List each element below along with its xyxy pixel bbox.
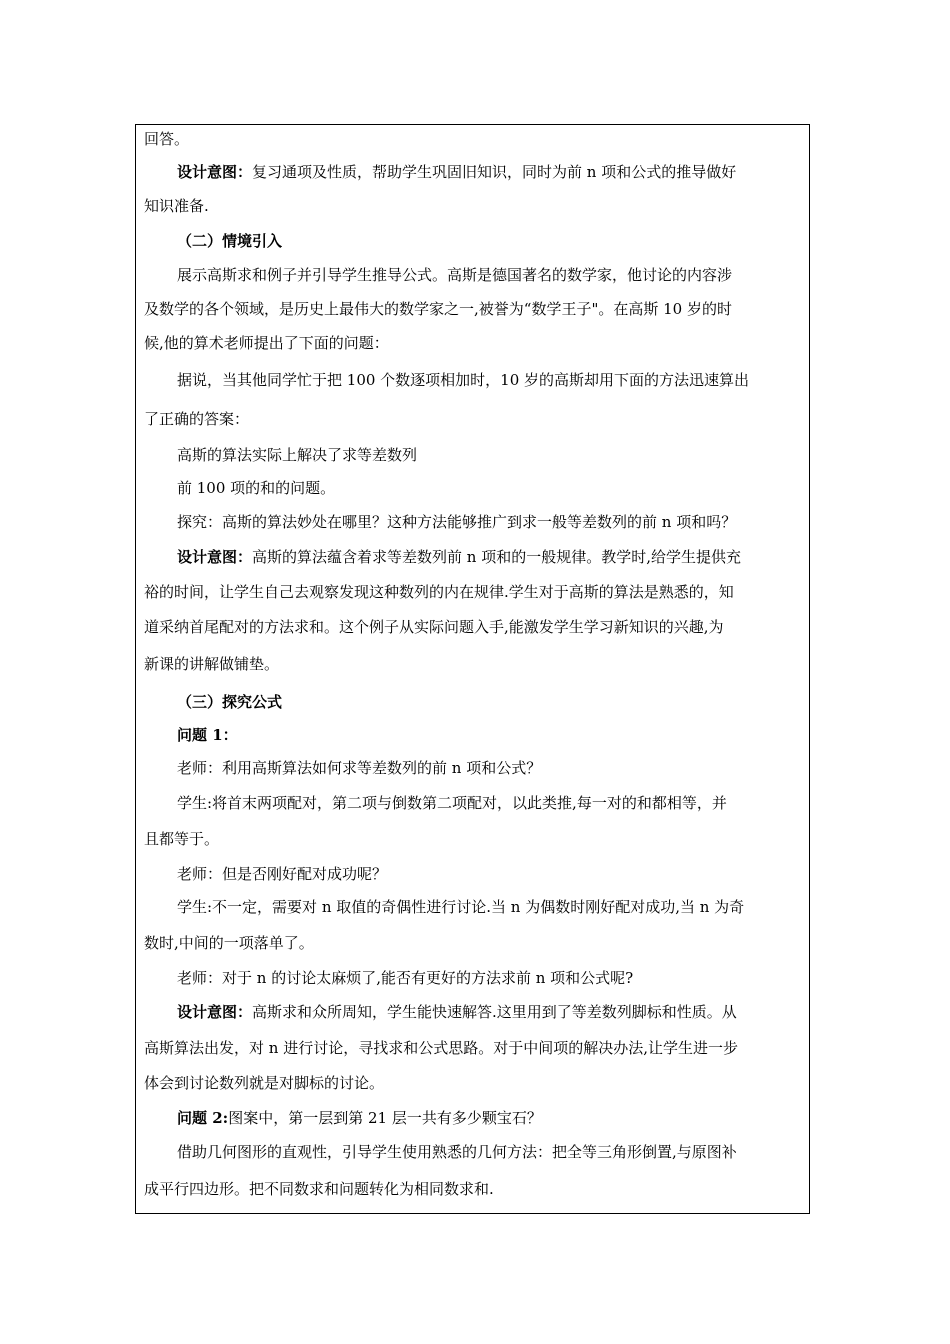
section-heading: （二）情境引入	[177, 232, 283, 250]
section-heading: （三）探究公式	[177, 693, 283, 711]
text-line: 候,他的算术老师提出了下面的问题：	[144, 334, 389, 352]
text-line: 高斯的算法蕴含着求等差数列前 n 项和的一般规律。教学时,给学生提供充	[252, 548, 741, 566]
text-line: 高斯求和众所周知，学生能快速解答.这里用到了等差数列脚标和性质。从	[252, 1003, 737, 1021]
text-line: 前 100 项的和的问题。	[177, 479, 336, 497]
text-line: 且都等于。	[144, 830, 220, 848]
text-line: 及数学的各个领域，是历史上最伟大的数学家之一,被誉为“数学王子"。在高斯 10 岁的时	[144, 300, 732, 318]
text-line: 数时,中间的一项落单了。	[144, 934, 314, 952]
design-intent-label: 设计意图：	[177, 163, 253, 181]
text-line: 裕的时间，让学生自己去观察发现这种数列的内在规律.学生对于高斯的算法是熟悉的，知	[144, 583, 734, 601]
text-line: 学生:将首末两项配对，第二项与倒数第二项配对，以此类推,每一对的和都相等，并	[177, 794, 727, 812]
text-line: 知识准备.	[144, 197, 209, 215]
text-line: 高斯算法出发，对 n 进行讨论，寻找求和公式思路。对于中间项的解决办法,让学生进一步	[144, 1039, 738, 1057]
design-intent-paragraph	[144, 540, 837, 574]
design-intent-label: 设计意图：	[177, 548, 253, 566]
text-line: 老师：但是否刚好配对成功呢？	[177, 865, 388, 883]
text-line: 探究：高斯的算法妙处在哪里？这种方法能够推广到求一般等差数列的前 n 项和吗？	[177, 513, 737, 531]
question-paragraph	[144, 1101, 837, 1135]
text-line: 高斯的算法实际上解决了求等差数列	[177, 446, 418, 464]
text-line: 展示高斯求和例子并引导学生推导公式。高斯是德国著名的数学家，他讨论的内容涉	[177, 266, 733, 284]
question-heading: 问题 1：	[177, 726, 238, 744]
text-line: 图案中，第一层到第 21 层一共有多少颗宝石？	[228, 1109, 542, 1127]
text-line: 新课的讲解做铺垫。	[144, 655, 280, 673]
text-line: 了正确的答案：	[144, 410, 250, 428]
text-line: 回答。	[144, 130, 190, 148]
question-heading: 问题 2:	[177, 1109, 229, 1127]
text-line: 据说，当其他同学忙于把 100 个数逐项相加时，10 岁的高斯却用下面的方法迅速算出	[177, 371, 750, 389]
design-intent-paragraph	[144, 155, 837, 189]
text-line: 成平行四边形。把不同数求和问题转化为相同数求和.	[144, 1180, 494, 1198]
text-line: 借助几何图形的直观性，引导学生使用熟悉的几何方法：把全等三角形倒置,与原图补	[177, 1143, 737, 1161]
text-line: 复习通项及性质，帮助学生巩固旧知识，同时为前 n 项和公式的推导做好	[252, 163, 737, 181]
text-line: 道采纳首尾配对的方法求和。这个例子从实际问题入手,能激发学生学习新知识的兴趣,为	[144, 618, 724, 636]
text-line: 老师：对于 n 的讨论太麻烦了,能否有更好的方法求前 n 项和公式呢?	[177, 969, 634, 987]
text-line: 老师：利用高斯算法如何求等差数列的前 n 项和公式？	[177, 759, 542, 777]
design-intent-label: 设计意图：	[177, 1003, 253, 1021]
text-line: 学生:不一定，需要对 n 取值的奇偶性进行讨论.当 n 为偶数时刚好配对成功,当 n 为奇	[177, 898, 745, 916]
design-intent-paragraph	[144, 995, 837, 1029]
text-line: 体会到讨论数列就是对脚标的讨论。	[144, 1074, 385, 1092]
